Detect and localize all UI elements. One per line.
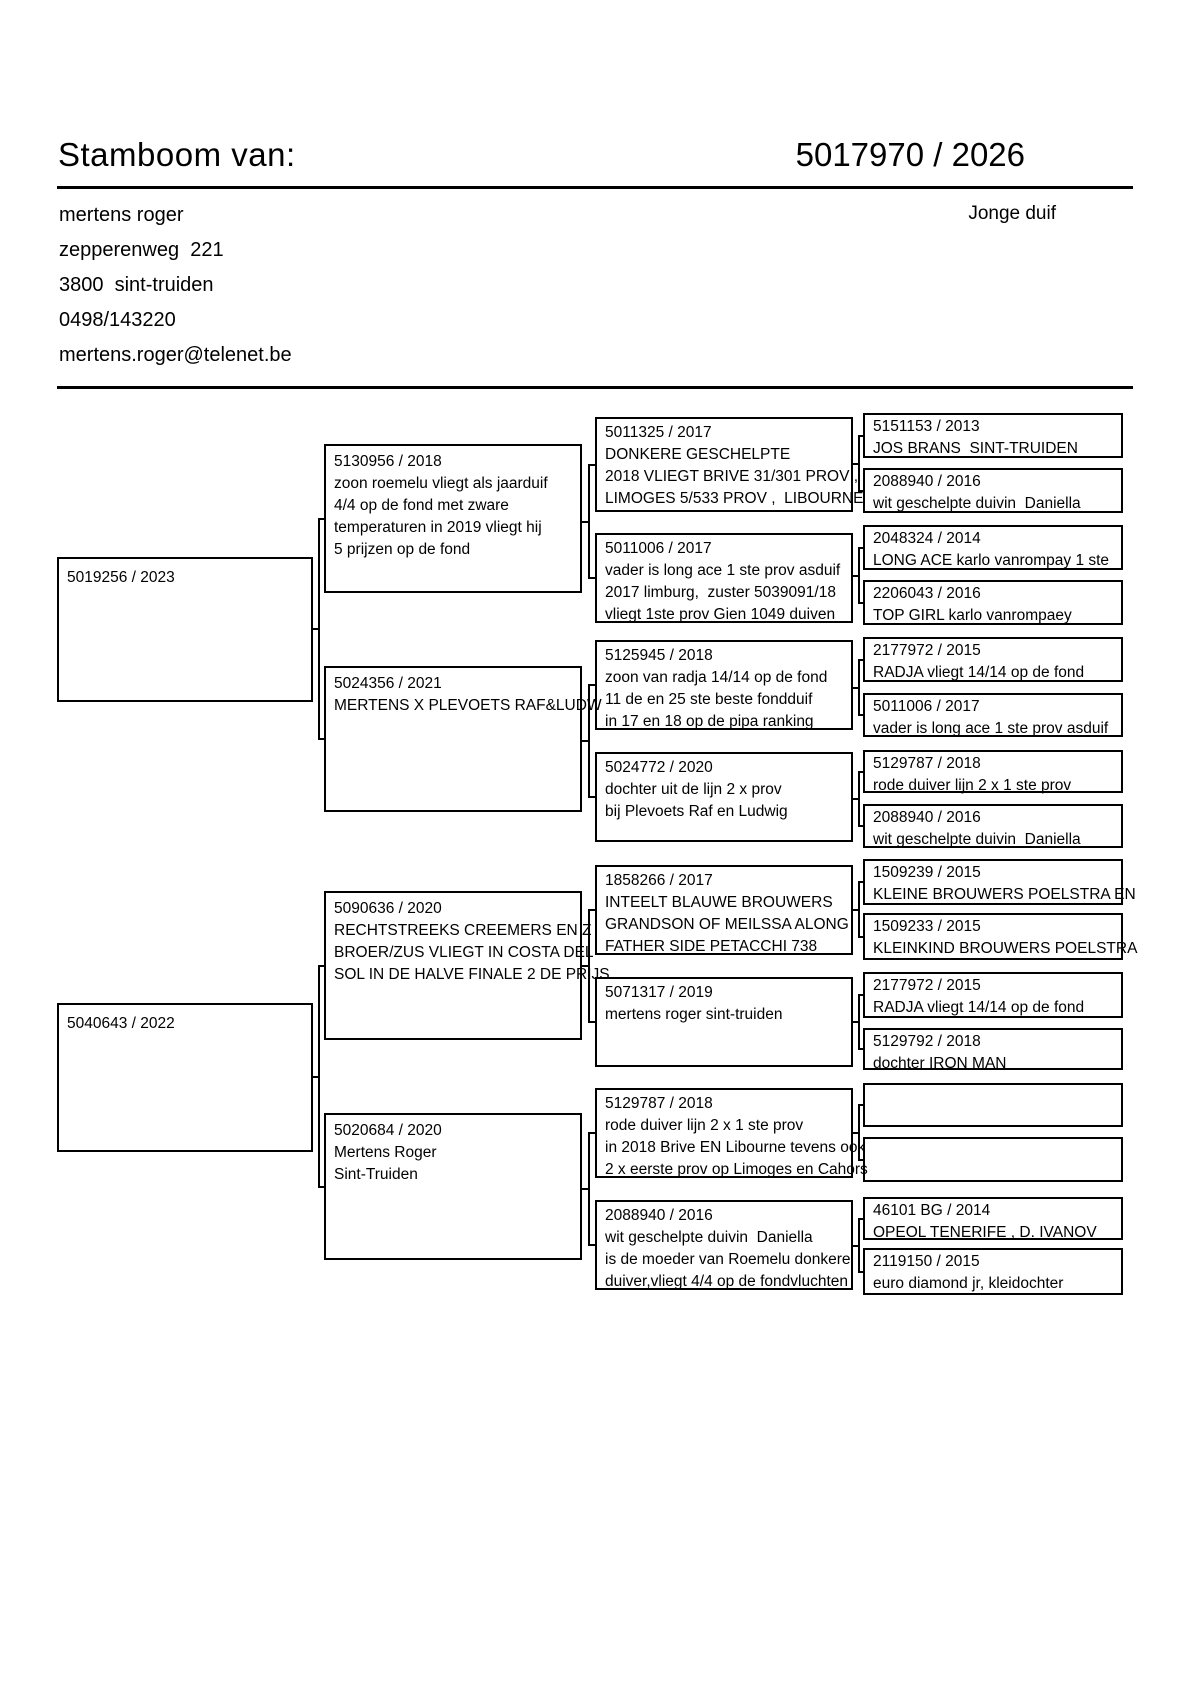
pedigree-box-text xyxy=(873,528,1109,572)
ring-year-label: 2088940 / 2016 xyxy=(873,473,981,490)
info-line: wit geschelpte duivin Daniella xyxy=(873,495,1081,512)
pedigree-box-text xyxy=(67,1013,175,1035)
pedigree-box xyxy=(595,752,853,842)
pedigree-box-text xyxy=(873,696,1108,740)
pedigree-box xyxy=(863,1197,1123,1240)
ring-year-label: 5040643 / 2022 xyxy=(67,1015,175,1032)
info-line: duiver,vliegt 4/4 op de fondvluchten xyxy=(605,1273,849,1290)
ring-year-label: 5090636 / 2020 xyxy=(334,900,442,917)
info-line: KLEINKIND BROUWERS POELSTRA xyxy=(873,940,1138,957)
pedigree-box xyxy=(863,804,1123,848)
info-line: wit geschelpte duivin Daniella xyxy=(873,831,1081,848)
ring-year-label: 1509239 / 2015 xyxy=(873,864,981,881)
ring-year-label: 5071317 / 2019 xyxy=(605,984,713,1001)
pedigree-box xyxy=(57,1003,313,1152)
pedigree-box-text xyxy=(605,422,863,510)
ring-year-label: 46101 BG / 2014 xyxy=(873,1202,991,1219)
pedigree-box xyxy=(595,1088,868,1178)
pedigree-box-text xyxy=(334,1120,442,1186)
owner-name: mertens roger xyxy=(59,204,184,226)
pedigree-box-text xyxy=(873,1251,1063,1295)
ring-year-label: 5130956 / 2018 xyxy=(334,453,442,470)
info-line: TOP GIRL karlo vanrompaey xyxy=(873,607,1072,624)
info-line: vader is long ace 1 ste prov asduif xyxy=(873,720,1109,737)
info-line: rode duiver lijn 2 x 1 ste prov xyxy=(873,777,1072,794)
pedigree-box-text xyxy=(334,451,548,561)
info-line: GRANDSON OF MEILSSA ALONG xyxy=(605,916,849,933)
owner-email: mertens.roger@telenet.be xyxy=(59,344,292,366)
pedigree-box xyxy=(863,413,1123,458)
pedigree-box-text xyxy=(605,982,782,1026)
info-line: DONKERE GESCHELPTE xyxy=(605,446,791,463)
pedigree-box-text xyxy=(873,583,1072,627)
page-title: Stamboom van: xyxy=(58,136,296,173)
pedigree-box xyxy=(57,557,313,702)
info-line: vader is long ace 1 ste prov asduif xyxy=(605,562,841,579)
pedigree-box xyxy=(324,1113,582,1260)
info-line: wit geschelpte duivin Daniella xyxy=(605,1229,813,1246)
pedigree-box-text xyxy=(873,753,1071,797)
pedigree-box-text xyxy=(873,471,1081,515)
pedigree-box xyxy=(863,637,1123,682)
pedigree-box xyxy=(324,891,610,1040)
ring-year-label: 5129787 / 2018 xyxy=(605,1095,713,1112)
pedigree-box xyxy=(595,1200,853,1290)
info-line: mertens roger sint-truiden xyxy=(605,1006,783,1023)
ring-year-label: 2119150 / 2015 xyxy=(873,1253,980,1270)
header-divider xyxy=(57,186,1133,189)
info-line: RECHTSTREEKS CREEMERS EN Z xyxy=(334,922,592,939)
ring-year-label: 5011006 / 2017 xyxy=(605,540,712,557)
pedigree-box xyxy=(595,865,853,955)
ring-year-label: 2177972 / 2015 xyxy=(873,642,981,659)
pedigree-box-text xyxy=(873,416,1078,460)
ring-year-label: 2048324 / 2014 xyxy=(873,530,981,547)
pedigree-box-text xyxy=(873,975,1084,1019)
pedigree-box-text xyxy=(873,862,1136,906)
pedigree-box xyxy=(595,640,853,730)
pedigree-box xyxy=(863,750,1123,793)
subject-ring-number: 5017970 / 2026 xyxy=(795,136,1025,173)
info-line: 11 de en 25 ste beste fondduif xyxy=(605,691,813,708)
pedigree-box-text xyxy=(605,757,788,823)
pedigree-box xyxy=(863,693,1123,737)
pedigree-box-text xyxy=(605,538,840,626)
pedigree-box xyxy=(863,913,1138,960)
ring-year-label: 5024356 / 2021 xyxy=(334,675,442,692)
owner-street: zepperenweg 221 xyxy=(59,239,224,261)
pedigree-box-text xyxy=(67,567,175,589)
ring-year-label: 5024772 / 2020 xyxy=(605,759,713,776)
pedigree-box xyxy=(863,525,1123,570)
pedigree-box-text xyxy=(334,898,610,986)
tree-divider xyxy=(57,386,1133,389)
info-line: in 2018 Brive EN Libourne tevens ook xyxy=(605,1139,866,1156)
info-line: INTEELT BLAUWE BROUWERS xyxy=(605,894,833,911)
info-line: FATHER SIDE PETACCHI 738 xyxy=(605,938,818,955)
info-line: 2 x eerste prov op Limoges en Cahors xyxy=(605,1161,868,1178)
info-line: RADJA vliegt 14/14 op de fond xyxy=(873,999,1085,1016)
ring-year-label: 1509233 / 2015 xyxy=(873,918,981,935)
info-line: Mertens Roger xyxy=(334,1144,437,1161)
info-line: LONG ACE karlo vanrompay 1 ste xyxy=(873,552,1110,569)
info-line: is de moeder van Roemelu donkere xyxy=(605,1251,851,1268)
info-line: OPEOL TENERIFE , D. IVANOV xyxy=(873,1224,1097,1241)
pedigree-box xyxy=(863,972,1123,1018)
info-line: LIMOGES 5/533 PROV , LIBOURNE xyxy=(605,490,864,507)
info-line: BROER/ZUS VLIEGT IN COSTA DEL xyxy=(334,944,594,961)
pedigree-box-text xyxy=(334,673,602,717)
pedigree-box-text xyxy=(873,1200,1097,1244)
ring-year-label: 5129792 / 2018 xyxy=(873,1033,981,1050)
pedigree-box-empty xyxy=(863,1083,1123,1127)
owner-phone: 0498/143220 xyxy=(59,309,176,331)
info-line: JOS BRANS SINT-TRUIDEN xyxy=(873,440,1078,457)
info-line: 2018 VLIEGT BRIVE 31/301 PROV , xyxy=(605,468,859,485)
pedigree-box xyxy=(863,580,1123,625)
info-line: MERTENS X PLEVOETS RAF&LUDW xyxy=(334,697,602,714)
info-line: in 17 en 18 op de pipa ranking xyxy=(605,713,814,730)
ring-year-label: 5129787 / 2018 xyxy=(873,755,981,772)
ring-year-label: 5125945 / 2018 xyxy=(605,647,713,664)
pedigree-box xyxy=(324,666,602,812)
pedigree-box xyxy=(595,977,853,1067)
ring-year-label: 2206043 / 2016 xyxy=(873,585,981,602)
pedigree-box-text xyxy=(605,870,849,958)
pedigree-box xyxy=(863,1028,1123,1070)
info-line: dochter uit de lijn 2 x prov xyxy=(605,781,782,798)
info-line: 4/4 op de fond met zware xyxy=(334,497,509,514)
ring-year-label: 5151153 / 2013 xyxy=(873,418,980,435)
info-line: 5 prijzen op de fond xyxy=(334,541,471,558)
info-line: 2017 limburg, zuster 5039091/18 xyxy=(605,584,836,601)
pedigree-box xyxy=(863,859,1136,905)
pedigree-box xyxy=(595,417,864,512)
info-line: zoon roemelu vliegt als jaarduif xyxy=(334,475,548,492)
pedigree-box-text xyxy=(873,640,1084,684)
ring-year-label: 2088940 / 2016 xyxy=(873,809,981,826)
pedigree-box xyxy=(863,468,1123,513)
info-line: Sint-Truiden xyxy=(334,1166,418,1183)
info-line: KLEINE BROUWERS POELSTRA EN xyxy=(873,886,1136,903)
info-line: vliegt 1ste prov Gien 1049 duiven xyxy=(605,606,836,623)
info-line: euro diamond jr, kleidochter xyxy=(873,1275,1064,1292)
bird-type-label: Jonge duif xyxy=(968,203,1056,224)
pedigree-box xyxy=(595,533,853,623)
info-line: dochter IRON MAN xyxy=(873,1055,1007,1072)
info-line: RADJA vliegt 14/14 op de fond xyxy=(873,664,1085,681)
ring-year-label: 5011006 / 2017 xyxy=(873,698,980,715)
pedigree-box-text xyxy=(873,916,1137,960)
pedigree-box xyxy=(863,1248,1123,1295)
info-line: zoon van radja 14/14 op de fond xyxy=(605,669,828,686)
ring-year-label: 5019256 / 2023 xyxy=(67,569,175,586)
pedigree-box-text xyxy=(873,1031,1007,1075)
info-line: SOL IN DE HALVE FINALE 2 DE PRIJS xyxy=(334,966,610,983)
info-line: bij Plevoets Raf en Ludwig xyxy=(605,803,788,820)
info-line: temperaturen in 2019 vliegt hij xyxy=(334,519,542,536)
ring-year-label: 5020684 / 2020 xyxy=(334,1122,442,1139)
pedigree-box xyxy=(324,444,582,593)
owner-city: 3800 sint-truiden xyxy=(59,274,214,296)
pedigree-box-text xyxy=(605,1093,868,1181)
pedigree-box-text xyxy=(873,807,1081,851)
info-line: rode duiver lijn 2 x 1 ste prov xyxy=(605,1117,804,1134)
pedigree-box-text xyxy=(605,645,827,733)
pedigree-box-empty xyxy=(863,1137,1123,1182)
ring-year-label: 2088940 / 2016 xyxy=(605,1207,713,1224)
ring-year-label: 1858266 / 2017 xyxy=(605,872,713,889)
pedigree-box-text xyxy=(605,1205,851,1293)
ring-year-label: 5011325 / 2017 xyxy=(605,424,712,441)
ring-year-label: 2177972 / 2015 xyxy=(873,977,981,994)
